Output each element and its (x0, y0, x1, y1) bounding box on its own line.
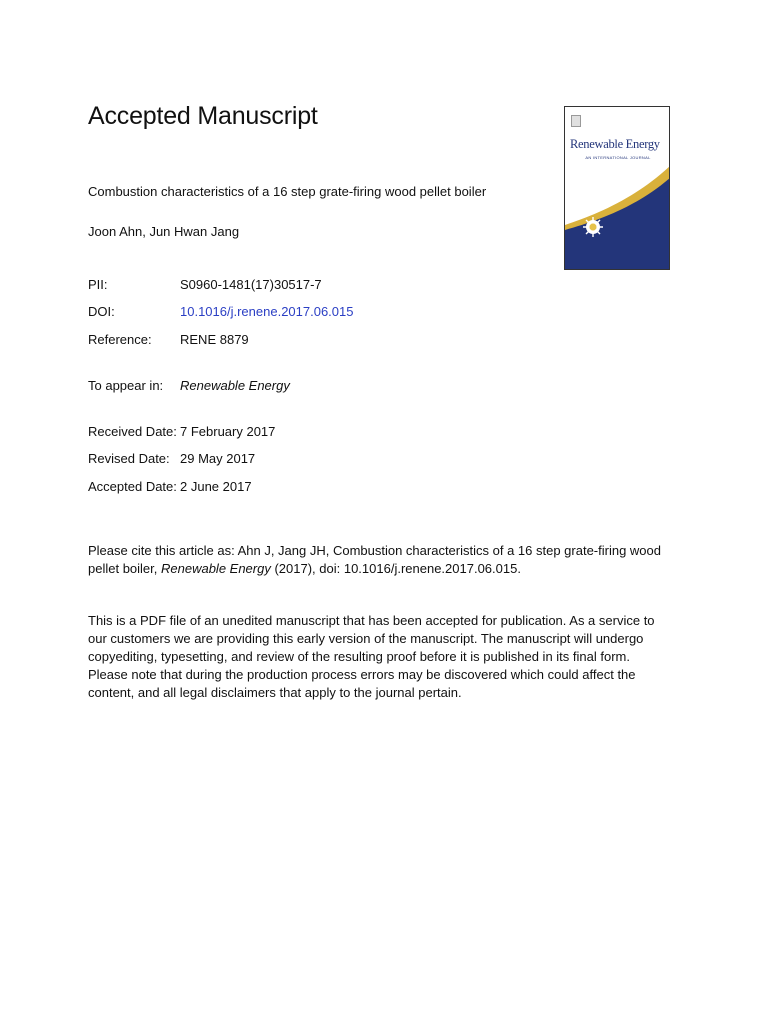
meta-label: DOI: (88, 304, 115, 319)
meta-value: 29 May 2017 (180, 451, 256, 466)
meta-value: 7 February 2017 (180, 424, 276, 439)
meta-label: Revised Date: (88, 451, 170, 466)
meta-label: To appear in: (88, 378, 164, 393)
meta-label: Accepted Date: (88, 479, 177, 494)
citation-journal: Renewable Energy (161, 561, 271, 576)
journal-cover-image (564, 106, 670, 270)
cover-journal-title: Renewable Energy (570, 137, 660, 151)
meta-value: RENE 8879 (180, 332, 249, 347)
page-heading: Accepted Manuscript (88, 102, 318, 130)
article-title: Combustion characteristics of a 16 step grate-firing wood pellet boiler (88, 184, 487, 199)
meta-value: 2 June 2017 (180, 479, 252, 494)
cover-flower-emblem (583, 217, 603, 237)
disclaimer-paragraph: This is a PDF file of an unedited manuscript that has been accepted for publication. As a service to our customers we are providing this early version of the manuscript. The manuscript will undergo copyediting, typesetting, and review of the resulting proof before it is published in its final form. Please note that during the production process errors may be discovered which could affect the content, and all legal disclaimers that apply to the journal pertain. (88, 613, 655, 700)
article-authors: Joon Ahn, Jun Hwan Jang (88, 224, 240, 239)
citation-paragraph (88, 542, 688, 578)
citation-suffix: (2017), doi: 10.1016/j.renene.2017.06.015. (270, 561, 521, 576)
doi-link[interactable]: 10.1016/j.renene.2017.06.015 (180, 304, 354, 319)
cover-journal-subtitle: AN INTERNATIONAL JOURNAL (585, 155, 651, 160)
publisher-logo-icon (571, 115, 581, 127)
meta-value-journal: Renewable Energy (180, 378, 290, 393)
meta-label: Received Date: (88, 424, 177, 439)
cover-artwork (565, 107, 670, 270)
citation-prefix: Please cite this article as: Ahn J, Jang JH, Combustion characteristics of a 16 step grate-firing wood pellet boiler, (88, 543, 661, 576)
meta-label: Reference: (88, 332, 152, 347)
meta-label: PII: (88, 277, 108, 292)
meta-value: S0960-1481(17)30517-7 (180, 277, 322, 292)
